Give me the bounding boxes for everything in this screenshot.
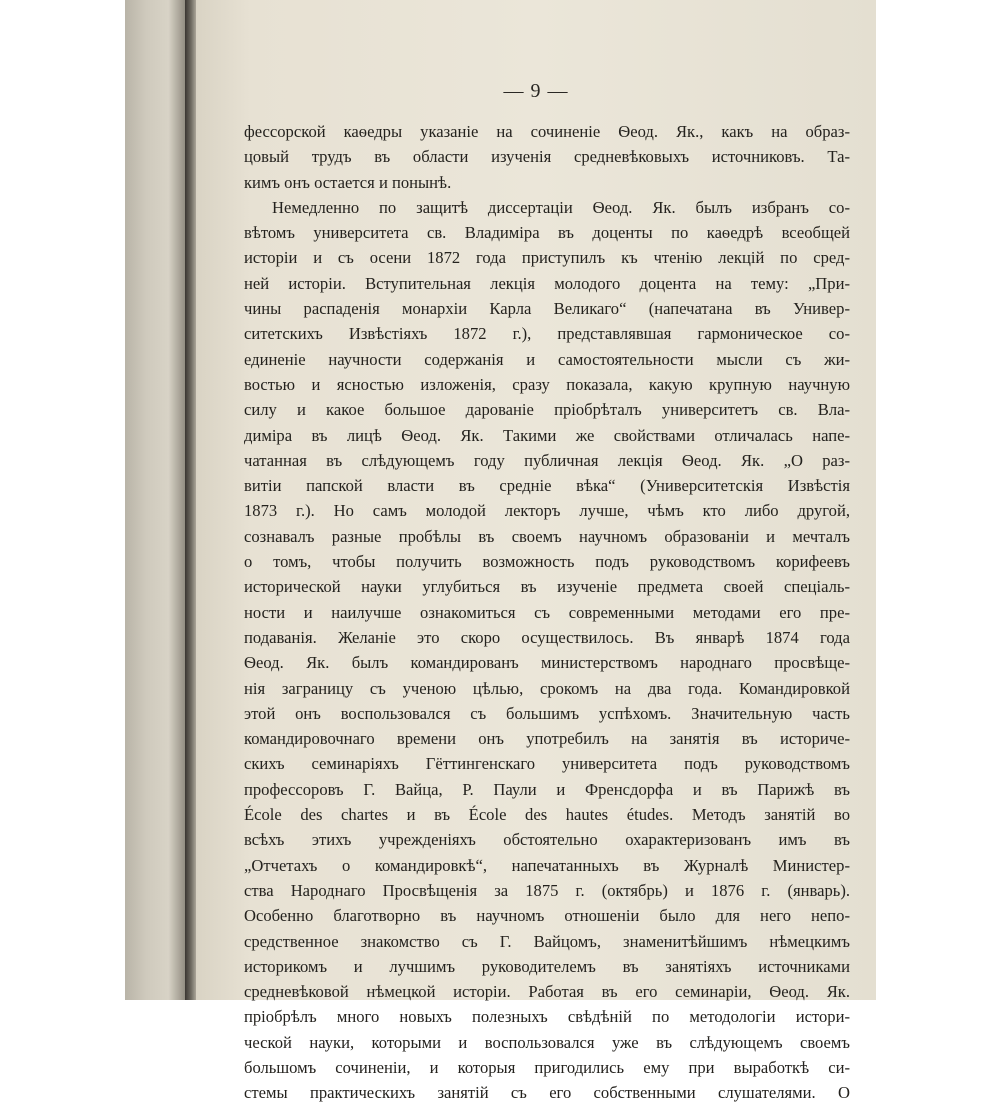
text-line: профессоровъ Г. Вайца, Р. Паули и Френсдорфа и въ Парижѣ въ (244, 779, 850, 799)
text-line: École des chartes и въ École des hautes études. Методъ занятій во (244, 805, 850, 825)
text-line: цовый трудъ въ области изученія средневѣковыхъ источниковъ. Та- (244, 147, 850, 167)
text-line: историкомъ и лучшимъ руководителемъ въ занятіяхъ источниками (244, 956, 850, 976)
text-line: Немедленно по защитѣ диссертаціи Ѳеод. Як. былъ избранъ со- (272, 197, 850, 217)
text-line: скихъ семинаріяхъ Гёттингенскаго университета подъ руководствомъ (244, 754, 850, 774)
text-line: о томъ, чтобы получить возможность подъ руководствомъ корифеевъ (244, 552, 850, 572)
text-line: ситетскихъ Извѣстіяхъ 1872 г.), представлявшая гармоническое со- (244, 324, 850, 344)
text-line: фессорской каѳедры указаніе на сочиненіе Ѳеод. Як., какъ на образ- (244, 122, 850, 141)
text-line: витіи папской власти въ средніе вѣка“ (Университетскія Извѣстія (244, 476, 850, 496)
text-line: ства Народнаго Просвѣщенія за 1875 г. (октябрь) и 1876 г. (январь). (244, 880, 850, 900)
text-line: командировочнаго времени онъ употребилъ на занятія въ историче- (244, 729, 850, 749)
text-line: единеніе научности содержанія и самостоятельности мысли съ жи- (244, 349, 850, 369)
text-line: сознавалъ разные пробѣлы въ своемъ научномъ образованіи и мечталъ (244, 526, 850, 546)
text-line: нія заграницу съ ученою цѣлью, срокомъ на два года. Командировкой (244, 678, 850, 698)
text-line: пріобрѣлъ много новыхъ полезныхъ свѣдѣній по методологіи истори- (244, 1007, 850, 1027)
text-line: Ѳеод. Як. былъ командированъ министерствомъ народнаго просвѣще- (244, 653, 850, 673)
background-right (876, 0, 1000, 1000)
text-line: исторической науки углубиться въ изученіе предмета своей спеціаль- (244, 577, 850, 597)
page-number: — 9 — (503, 80, 569, 102)
text-line: диміра въ лицѣ Ѳеод. Як. Такими же свойствами отличалась напе- (244, 425, 850, 445)
text-line: средственное знакомство съ Г. Вайцомъ, знаменитѣйшимъ нѣмецкимъ (244, 931, 850, 951)
text-line: Особенно благотворно въ научномъ отношеніи было для него непо- (244, 906, 850, 926)
text-line: чины распаденія монархіи Карла Великаго“ (напечатана въ Универ- (244, 299, 850, 319)
text-line: силу и какое большое дарованіе пріобрѣталъ университетъ св. Вла- (244, 400, 850, 420)
text-line: ности и наилучше ознакомиться съ современными методами его пре- (244, 602, 850, 622)
book-page (196, 0, 876, 1103)
text-line: вѣтомъ университета св. Владиміра въ доценты по каѳедрѣ всеобщей (244, 223, 850, 243)
text-line: ней исторіи. Вступительная лекція молодого доцента на тему: „При- (244, 273, 850, 293)
text-line: подаванія. Желаніе это скоро осуществилось. Въ январѣ 1874 года (244, 627, 850, 647)
text-line: большомъ сочиненіи, и которыя пригодились ему при выработкѣ си- (244, 1057, 850, 1077)
text-line: востью и ясностью изложенія, сразу показала, какую крупную научную (244, 374, 850, 394)
text-line: стемы практическихъ занятій съ его собственными слушателями. О (244, 1083, 850, 1103)
text-line: кимъ онъ остается и понынѣ. (244, 172, 452, 192)
text-line: средневѣковой нѣмецкой исторіи. Работая въ его семинаріи, Ѳеод. Як. (244, 982, 850, 1002)
text-line: „Отчетахъ о командировкѣ“, напечатанныхъ въ Журналѣ Министер- (244, 855, 850, 875)
text-line: этой онъ воспользовался съ большимъ успѣхомъ. Значительную часть (244, 703, 850, 723)
left-page-edge (125, 0, 187, 1000)
text-line: 1873 г.). Но самъ молодой лекторъ лучше, чѣмъ кто либо другой, (244, 501, 850, 521)
text-line: ческой науки, которыми и воспользовался уже въ слѣдующемъ своемъ (244, 1032, 850, 1052)
page-body-text (244, 119, 850, 1106)
text-line: исторіи и съ осени 1872 года приступилъ къ чтенію лекцій по сред- (244, 248, 850, 268)
text-line: чатанная въ слѣдующемъ году публичная лекція Ѳеод. Як. „О раз- (244, 450, 850, 470)
text-line: всѣхъ этихъ учрежденіяхъ обстоятельно охарактеризованъ имъ въ (244, 830, 850, 850)
